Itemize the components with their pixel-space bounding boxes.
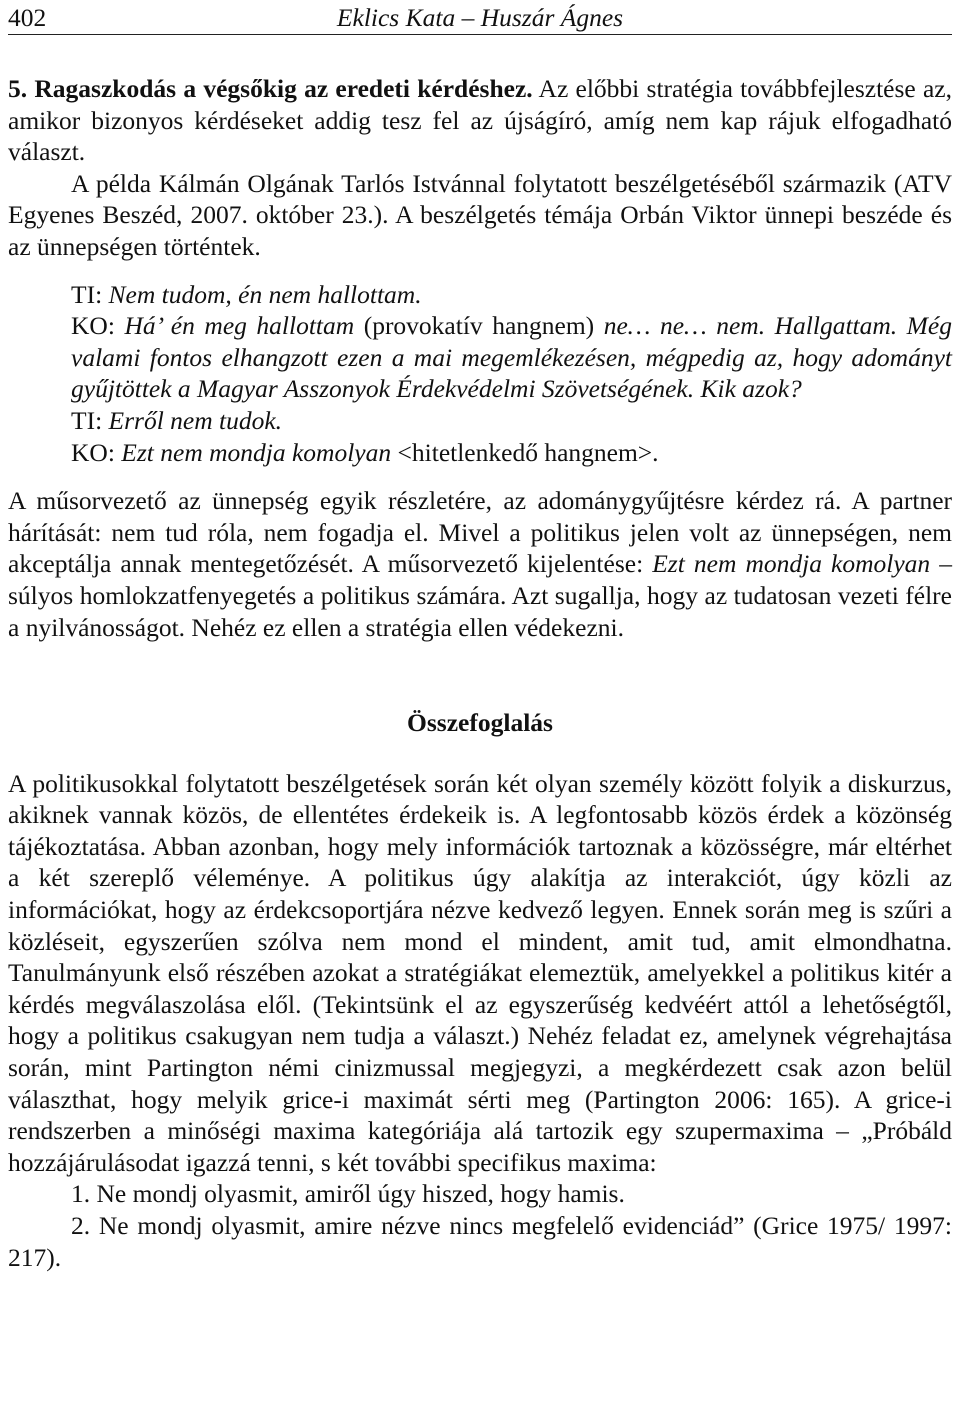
book-page [8,0,952,1273]
section-5-intro: Az előbbi stratégia továbbfejlesztése az, amikor bizonyos kérdéseket addig tesz fel az újságíró, amíg nem kap rájuk elfogadható választ. [8,74,952,167]
section-heading-summary: Összefoglalás [407,708,553,738]
section-5-paragraph [8,73,952,168]
running-header [8,0,952,35]
running-title-authors: Eklics Kata – Huszár Ágnes [336,3,624,32]
section-5-title: 5. Ragaszkodás a végsőkig az eredeti kérdéshez. [8,74,533,103]
dialog-line-ko-1 [71,310,952,405]
analysis-text-a: A műsorvezető az ünnepség egyik részletére, az adománygyűjtésre kérdez rá. A partner hárítását: nem tud róla, nem fogadja el. Mivel a politikus jelen volt az ünnepségen, nem akceptálja annak mentegetőzését. A műsorvezető kijelentése: [8,486,952,579]
dialog-line-ko-2 [71,437,952,469]
speaker-ko: KO: [71,437,122,467]
maxim-item-1: 1. Ne mondj olyasmit, amiről úgy hiszed, hogy hamis. [71,1179,625,1209]
ti-utterance-2: Erről nem tudok. [108,405,283,435]
dialog-line-ti-1 [71,279,952,311]
maxim-item-2: 2. Ne mondj olyasmit, amire nézve nincs megfelelő evidenciád” (Grice 1975/ 1997: 217). [8,1211,952,1272]
analysis-paragraph [8,485,952,643]
speaker-ti: TI: [71,279,109,309]
ko-utterance-1b: ne… ne… nem. Hallgattam. Még valami fontos elhangzott ezen a mai megemlékezésen, mégpedig az, hogy adományt gyűjtöttek a Magyar Asszonyok Érdekvédelmi Szövetségének. Kik azok? [71,311,952,404]
ti-utterance-1: Nem tudom, én nem hallottam. [108,279,422,309]
analysis-text-b: – súlyos homlokzatfenyegetés a politikus számára. Azt sugallja, hogy az tudatosan vezeti félre a nyilvánosságot. Nehéz ez ellen a stratégia ellen védekezni. [8,549,952,642]
speaker-ko: KO: [71,311,125,341]
ko-utterance-1a: Há’ én meg hallottam [124,311,355,341]
speaker-ti: TI: [71,405,109,435]
summary-paragraph: A politikusokkal folytatott beszélgetések során két olyan személy között folyik a diskurzus, akiknek vannak közös, de ellentétes érdekeik is. A legfontosabb közös érdek a közönség tájékoztatása. Abban azonban, hogy mely információk tartoznak a közösségre, már eltérhet a két szereplő véleménye. A politikus úgy alakítja az interakciót, úgy közli az információkat, hogy az érdekcsoportjára nézve kedvező legyen. Ennek során meg is szűri a közléseit, egyszerűen szólva nem mond el mindent, amit tud, amit elmondhatna. Tanulmányunk első részében azokat a stratégiákat elemeztük, amelyekkel a politikus kitér a kérdés megválaszolása elől. (Tekintsünk el az egyszerűség kedvéért attól a lehetőségtől, hogy a politikus csakugyan nem tudja a választ.) Nehéz feladat ez, amelynek végrehajtása során, mint Partington némi cinizmussal megjegyzi, a megkérdezett csak azon belül választhat, hogy melyik grice-i maximát sérti meg (Partington 2006: 165). A grice-i rendszerben a minőségi maxima kategóriája alá tartozik egy szupermaxima – „Próbáld hozzájárulásodat igazzá tenni, s két további specifikus maxima: [8,768,952,1177]
example-description: A példa Kálmán Olgának Tarlós Istvánnal folytatott beszélgetéséből származik (ATV Egyenes Beszéd, 2007. október 23.). A beszélgetés témája Orbán Viktor ünnepi beszéde és az ünnepségen történtek. [8,168,952,261]
interview-excerpt [8,279,952,469]
dialog-line-ti-2 [71,405,952,437]
page-number: 402 [8,3,47,32]
analysis-quote: Ezt nem mondja komolyan [652,549,931,579]
tone-note-2: <hitetlenkedő hangnem>. [391,437,659,467]
tone-note-1: (provokatív hangnem) [354,311,604,341]
ko-utterance-2: Ezt nem mondja komolyan [121,437,392,467]
